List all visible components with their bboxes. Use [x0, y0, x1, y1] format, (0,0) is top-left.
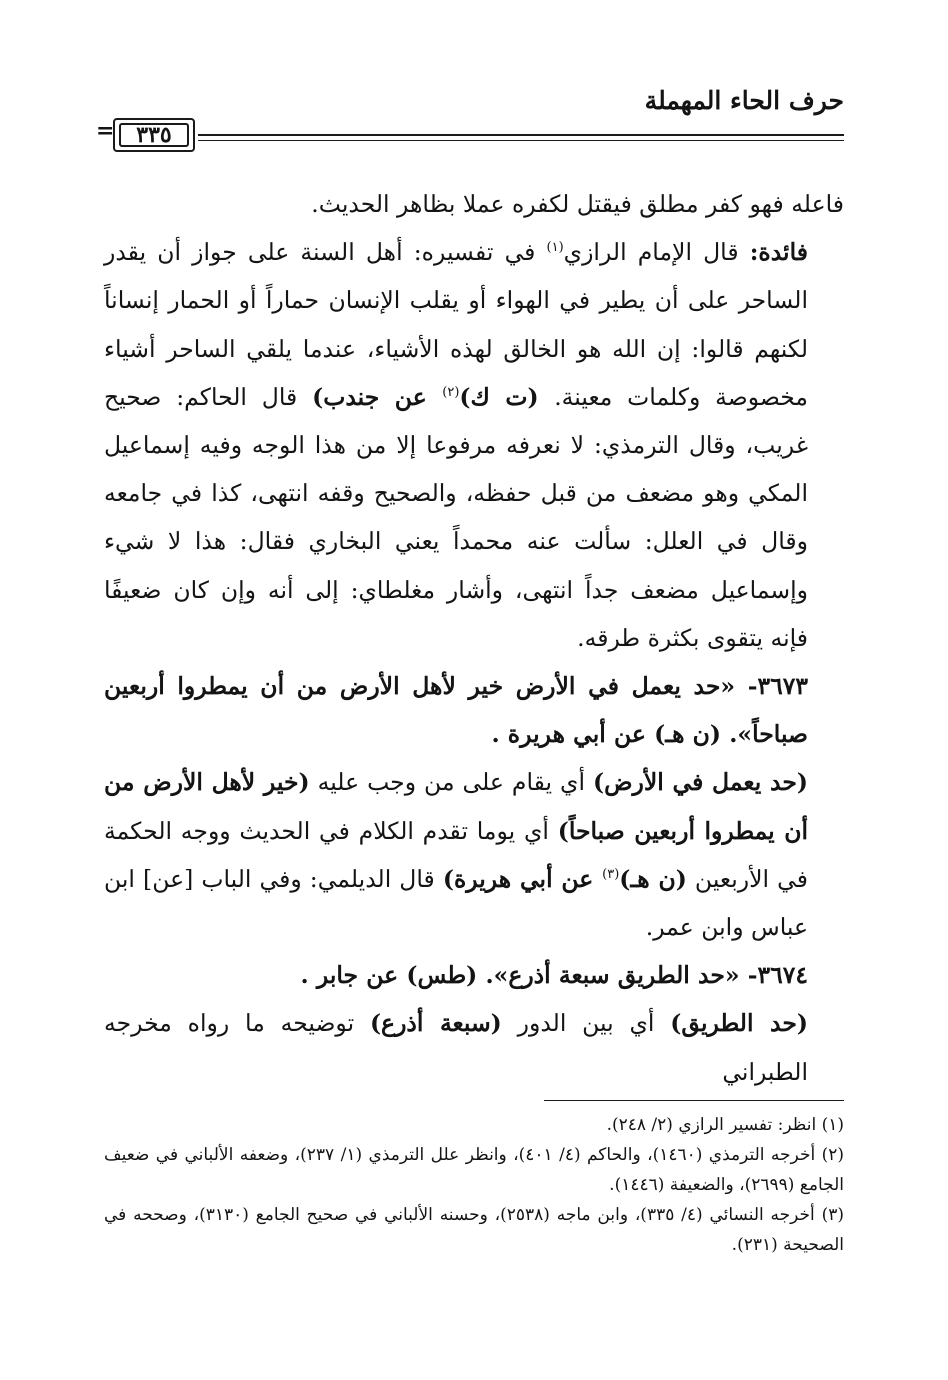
source-code: (ت ك) — [459, 382, 555, 411]
paragraph-1: فاعله فهو كفر مطلق فيقتل لكفره عملا بظاهر الحديث. — [311, 190, 844, 218]
running-header-title: حرف الحاء المهملة — [644, 86, 844, 115]
footnote-ref-1: (١) — [546, 240, 564, 256]
footnote-ref-3: (٣) — [602, 867, 620, 883]
hadith-3673: ٣٦٧٣- «حد يعمل في الأرض خير لأهل الأرض من أن يمطروا أربعين صباحاً». (ن هـ) عن أبي هريرة . — [104, 672, 808, 749]
commentary-3673: (حد يعمل في الأرض) أي يقام على من وجب عليه (خير لأهل الأرض من أن يمطروا أربعين صباحاً) أي يوما تقدم الكلام في الحديث ووجه الحكمة في الأربعين (ن هـ)$^{(٣)}$ عن أبي هريرة) قال الديلمي: وفي الباب [عن] ابن عباس وابن عمر. — [104, 768, 809, 942]
footnotes — [104, 1110, 844, 1260]
narrator: عن جندب) — [312, 382, 443, 411]
footnote-2: (٢) أخرجه الترمذي (١٤٦٠)، والحاكم (٤/ ٤٠١)، وانظر علل الترمذي (١/ ٢٣٧)، وضعفه الألباني في ضعيف الجامع (٢٦٩٩)، والضعيفة (١٤٤٦). — [104, 1145, 844, 1195]
footnote-1: (١) انظر: تفسير الرازي (٢/ ٢٤٨). — [606, 1115, 844, 1135]
hadith-3674: ٣٦٧٤- «حد الطريق سبعة أذرع». (طس) عن جابر . — [300, 961, 808, 990]
paragraph-fawaid: فائدة: قال الإمام الرازي$^{(١)}$ في تفسيره: أهل السنة على جواز أن يقدر الساحر على أن يطير في الهواء أو يقلب الإنسان حماراً أو الحمار إنساناً لكنهم قالوا: إن الله هو الخالق لهذه الأشياء، عندما يلقي الساحر أشياء مخصوصة وكلمات معينة. (ت ك)$^{(٢)}$ عن جندب) قال الحاكم: صحيح غريب، وقال الترمذي: لا نعرفه مرفوعا إلا من هذا الوجه وفيه إسماعيل المكي وهو مضعف من قبل حفظه، والصحيح وقفه انتهى، كذا في جامعه وقال في العلل: سألت عنه محمداً يعني البخاري فقال: هذا لا شيء وإسماعيل مضعف جداً انتهى، وأشار مغلطاي: إلى أنه وإن كان ضعيفًا فإنه يتقوى بكثرة طرقه. — [104, 238, 809, 652]
commentary-3674: (حد الطريق) أي بين الدور (سبعة أذرع) توضيحه ما رواه مخرجه الطبراني — [104, 1009, 808, 1086]
fawaid-label: فائدة: — [749, 238, 808, 267]
page-number-frame — [113, 118, 195, 152]
header-equals-mark: = — [96, 118, 115, 144]
footnote-separator — [544, 1100, 844, 1101]
footnote-3: (٣) أخرجه النسائي (٤/ ٣٣٥)، وابن ماجه (٢٥٣٨)، وحسنه الألباني في صحيح الجامع (٣١٣٠)، وصححه في الصحيحة (٢٣١). — [104, 1205, 844, 1255]
footnote-ref-2: (٢) — [442, 384, 460, 400]
body-text — [104, 180, 844, 1096]
header-rule — [198, 132, 844, 146]
page-number: ٣٣٥ — [136, 122, 172, 148]
